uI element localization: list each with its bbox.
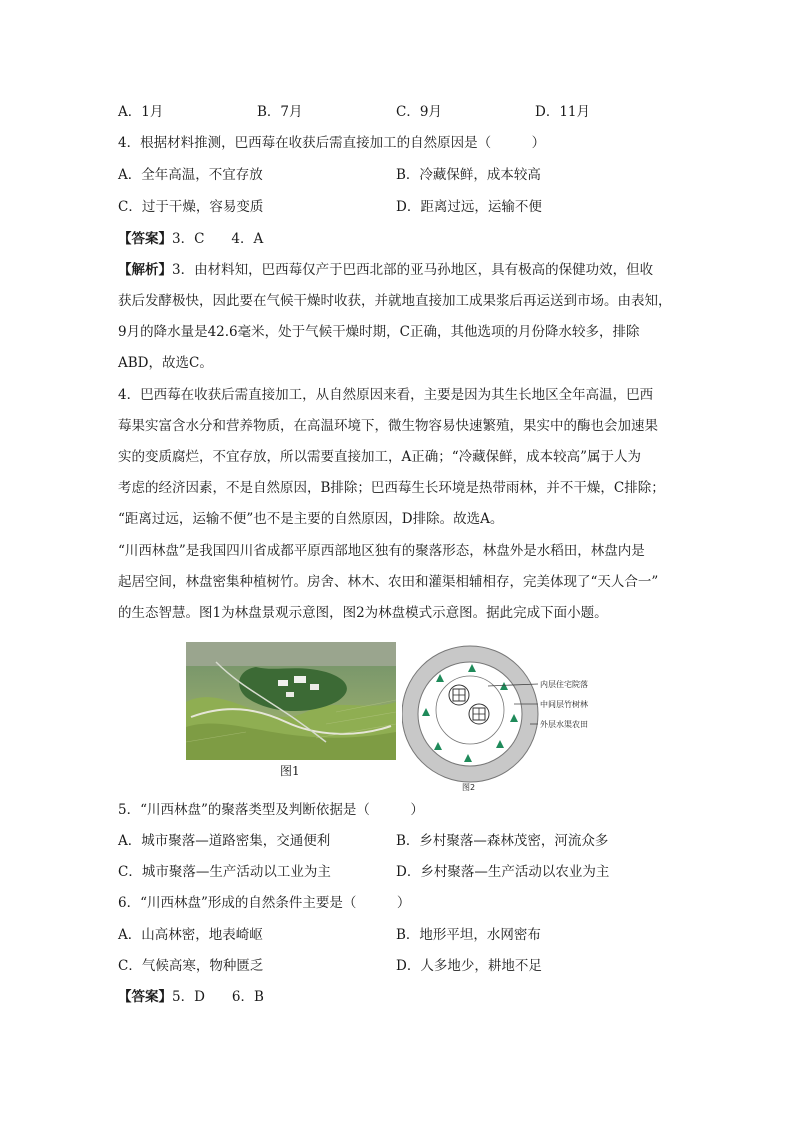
q3-option-d: D．11月: [535, 104, 591, 120]
intro-line-1: “川西林盘”是我国四川省成都平原西部地区独有的聚落形态，林盘外是水稻田，林盘内是: [118, 543, 645, 559]
analysis-line-6: 莓果实富含水分和营养物质，在高温环境下，微生物容易快速繁殖，果实中的酶也会加速果: [118, 418, 658, 434]
answer-5-6: [118, 987, 678, 1007]
figure-area: [186, 642, 626, 792]
q3-option-a: A．1月: [118, 104, 164, 120]
q5-option-b: B．乡村聚落—森林茂密，河流众多: [396, 833, 609, 849]
linpan-diagram: [402, 642, 632, 792]
q6-stem: 6．“川西林盘”形成的自然条件主要是（ ）: [118, 895, 411, 911]
answer-label: 【答案】: [118, 231, 172, 247]
figure-2-diagram: [402, 642, 632, 792]
q4-option-c: C．过于干燥，容易变质: [118, 199, 264, 215]
q5-options-row2: [118, 862, 678, 882]
q4-option-d: D．距离过远，运输不便: [396, 199, 542, 215]
analysis-line-2: 获后发酵极快，因此要在气候干燥时收获，并就地直接加工成果浆后再运送到市场。由表知，: [118, 293, 672, 309]
q5-option-c: C．城市聚落—生产活动以工业为主: [118, 864, 331, 880]
analysis-line-7: 实的变质腐烂，不宜存放，所以需要直接加工，A正确；“冷藏保鲜，成本较高”属于人为: [118, 449, 642, 465]
answer-3-4: [118, 229, 678, 249]
analysis-line-8: 考虑的经济因素，不是自然原因，B排除；巴西莓生长环境是热带雨林，并不干燥，C排除；: [118, 480, 665, 496]
analysis-line-5: 4．巴西莓在收获后需直接加工，从自然原因来看，主要是因为其生长地区全年高温，巴西: [118, 387, 654, 403]
q5-option-a: A．城市聚落—道路密集，交通便利: [118, 833, 331, 849]
landscape-illustration: [186, 642, 396, 760]
q6-option-d: D．人多地少，耕地不足: [396, 958, 542, 974]
figure-1-landscape-image: [186, 642, 396, 760]
q4-options-row2: [118, 197, 678, 217]
q6-option-c: C．气候高寒，物种匮乏: [118, 958, 264, 974]
intro-line-3: 的生态智慧。图1为林盘景观示意图，图2为林盘模式示意图。据此完成下面小题。: [118, 605, 608, 621]
analysis-line-1: [118, 260, 678, 280]
answer-label: 【答案】: [118, 989, 172, 1005]
q6-option-a: A．山高林密，地表崎岖: [118, 927, 263, 943]
intro-line-2: 起居空间，林盘密集种植树竹。房舍、林木、农田和灌渠相辅相存，完美体现了“天人合一”: [118, 574, 659, 590]
analysis-label: 【解析】: [118, 262, 172, 278]
q3-options: [118, 102, 678, 122]
analysis-text: 3．由材料知，巴西莓仅产于巴西北部的亚马孙地区，具有极高的保健功效，但收: [172, 262, 654, 278]
analysis-line-9: “距离过远，运输不便”也不是主要的自然原因，D排除。故选A。: [118, 511, 504, 527]
house-icon: [449, 685, 469, 705]
q5-stem: 5．“川西林盘”的聚落类型及判断依据是（ ）: [118, 802, 424, 818]
analysis-line-4: ABD，故选C。: [118, 355, 213, 371]
answer-text: 3．C 4．A: [172, 231, 264, 247]
q4-stem: 4．根据材料推测，巴西莓在收获后需直接加工的自然原因是（ ）: [118, 135, 546, 151]
q5-option-d: D．乡村聚落—生产活动以农业为主: [396, 864, 610, 880]
legend-middle: 中间层竹树林: [540, 700, 588, 709]
answer-text: 5．D 6．B: [172, 989, 264, 1005]
q4-options-row1: [118, 165, 678, 185]
q6-options-row1: [118, 925, 678, 945]
house-icon: [469, 704, 489, 724]
q6-option-b: B．地形平坦，水网密布: [396, 927, 541, 943]
q5-options-row1: [118, 831, 678, 851]
q3-option-b: B．7月: [257, 104, 303, 120]
figure-2-caption: 图2: [462, 783, 476, 792]
legend-outer: 外层水渠农田: [540, 720, 588, 729]
q4-option-b: B．冷藏保鲜，成本较高: [396, 167, 541, 183]
q3-option-c: C．9月: [396, 104, 442, 120]
legend-inner: 内层住宅院落: [540, 680, 588, 689]
figure-1-caption: 图1: [280, 764, 300, 778]
analysis-line-3: 9月的降水量是42.6毫米，处于气候干燥时期，C正确，其他选项的月份降水较多，排除: [118, 324, 640, 340]
q4-option-a: A．全年高温，不宜存放: [118, 167, 263, 183]
q6-options-row2: [118, 956, 678, 976]
